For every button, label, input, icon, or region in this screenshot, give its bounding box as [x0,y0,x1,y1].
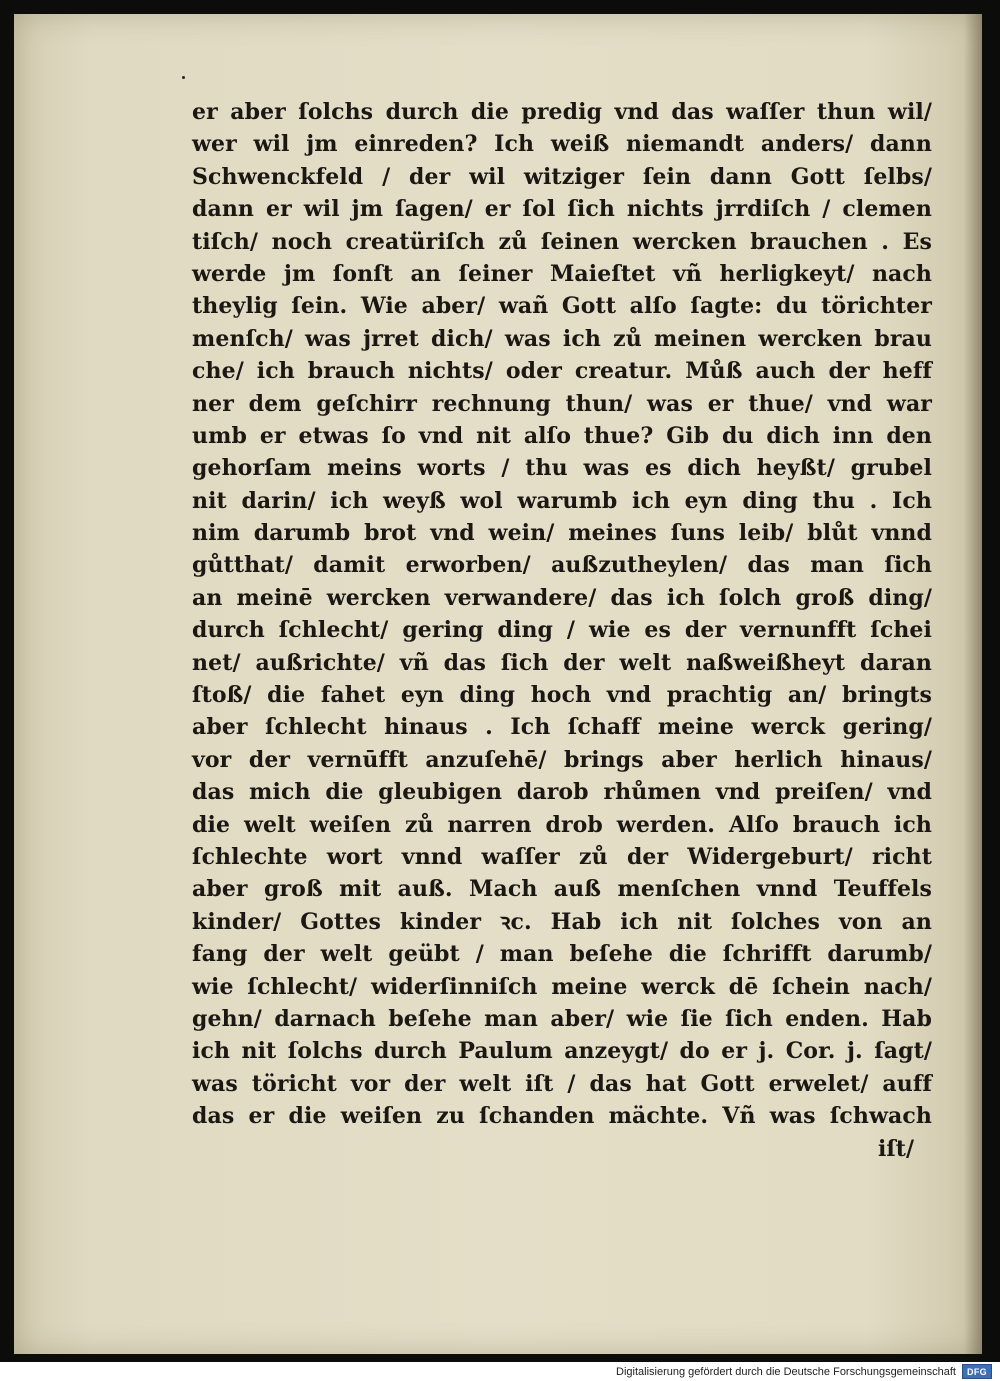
text-line: nit darin/ ich weyß wol warumb ich eyn ding thu . Ich [192,487,932,514]
text-line: dann er wil jm ſagen/ er ſol ſich nichts jrrdiſch / clemen [192,196,932,223]
text-line: nim darumb brot vnd wein/ meines ſuns leib/ blůt vnnd [192,520,932,547]
text-line: tiſch/ noch creatüriſch zů ſeinen wercken brauchen . Es [192,228,932,255]
text-line: aber ſchlecht hinaus . Ich ſchaff meine werck gering/ [192,714,932,741]
text-line: fang der welt geübt / man beſehe die ſchrifft darumb/ [192,941,932,968]
text-line: durch ſchlecht/ gering ding / wie es der vernunfft ſchei [192,617,932,644]
text-line: vor der vernūfft anzuſehē/ brings aber herlich hinaus/ [192,746,932,773]
text-line: net/ außrichte/ vñ das ſich der welt naßweißheyt daran [192,649,932,676]
dfg-logo-icon: DFG [962,1364,992,1379]
footer-bar [0,1362,1000,1381]
page-text-block [192,96,932,1165]
text-line: theylig ſein. Wie aber/ wañ Gott alſo ſagte: du törichter [192,293,932,320]
text-line: werde jm ſonſt an ſeiner Maieſtet vñ herligkeyt/ nach [192,260,932,287]
catchword: iſt/ [877,1135,914,1162]
text-line: aber groß mit auß. Mach auß menſchen vnnd Teuffels [192,876,932,903]
text-line: umb er etwas ſo vnd nit alſo thue? Gib du dich inn den [192,422,932,449]
text-line: gehn/ darnach beſehe man aber/ wie ſie ſich enden. Hab [192,1005,932,1032]
text-line: was töricht vor der welt iſt / das hat Gott erwelet/ auff [192,1070,932,1097]
text-line: menſch/ was jrret dich/ was ich zů meinen wercken brau [192,325,932,352]
text-line: wer wil jm einreden? Ich weiß niemandt anders/ dann [192,131,932,158]
paper-speck [182,76,185,79]
text-line: an meinē wercken verwandere/ das ich ſolch groß ding/ [192,584,932,611]
text-line: ich nit ſolchs durch Paulum anzeygt/ do er j. Cor. j. ſagt/ [192,1038,932,1065]
text-line: das mich die gleubigen darob rhůmen vnd preiſen/ vnd [192,779,932,806]
text-line: die welt weiſen zů narren drob werden. Alſo brauch ich [192,811,932,838]
text-line: che/ ich brauch nichts/ oder creatur. Můß auch der heff [192,358,932,385]
text-line: kinder/ Gottes kinder ꝛc. Hab ich nit ſolches von an [192,908,932,935]
text-line: wie ſchlecht/ widerſinniſch meine werck dē ſchein nach/ [192,973,932,1000]
funding-credit: Digitalisierung gefördert durch die Deutsche Forschungsgemeinschaft [616,1365,956,1378]
text-line: ſtoß/ die fahet eyn ding hoch vnd prachtig an/ bringts [192,682,932,709]
text-line: Schwenckfeld / der wil witziger ſein dann Gott ſelbs/ [192,163,932,190]
text-line: ſchlechte wort vnnd waſſer zů der Widergeburt/ richt [192,843,932,870]
text-line: gehorſam meins worts / thu was es dich heyßt/ grubel [192,455,932,482]
text-line: das er die weiſen zu ſchanden mächte. Vñ was ſchwach [192,1103,932,1130]
text-line: er aber ſolchs durch die predig vnd das waſſer thun wil/ [192,99,932,125]
page-edge-shadow [964,14,982,1354]
text-line: ner dem geſchirr rechnung thun/ was er thue/ vnd war [192,390,932,417]
text-line: gůtthat/ damit erworben/ außzutheylen/ das man ſich [192,552,932,579]
